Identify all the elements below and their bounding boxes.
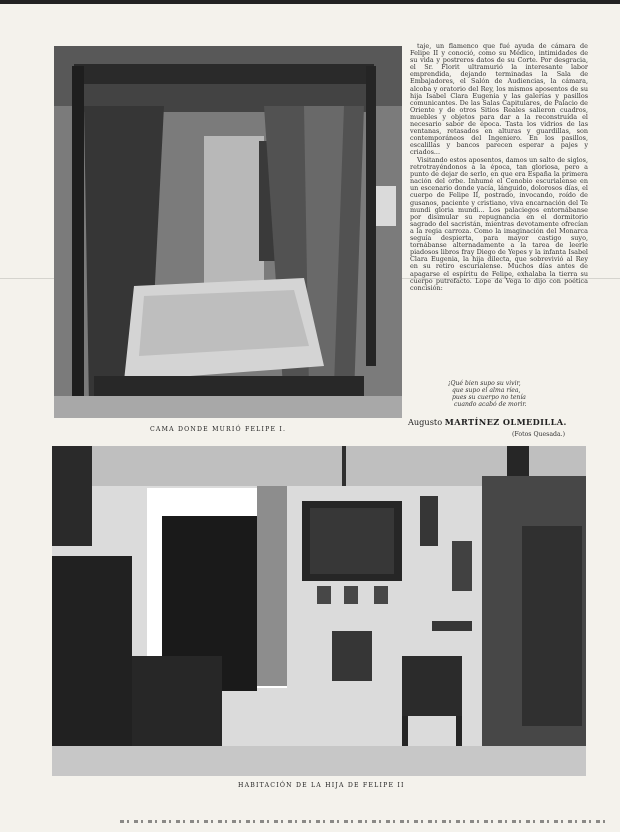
verse-line: pues su cuerpo no tenía	[452, 393, 526, 401]
author-last-name: MARTÍNEZ OLMEDILLA.	[444, 417, 567, 427]
verse-line: ¡Qué bien supo su vivir,	[448, 380, 521, 387]
article-paragraph: taje, un flamenco que fué ayuda de cámara de Felipe II y conoció, como su Médico, intimidades de su vida y postreros datos de su Corte. Por desgracia, el Sr. Florit ultramurió la interesante labor emprendida, dejando terminadas la Sala de Embajadores, el Salón de Audiencias, la cámara, alcoba y oratorio del Rey, los mismos aposentos de su hija Isabel Clara Eugenia y las galerías y pasillos comunicantes. De las Salas Capitulares, de Palacio de Oriente y de otros Sitios Reales salieron cuadros, muebles y objetos para dar a la reconstruída el necesario sabor de época. Tasta los vidrios de las ventanas, retasados en alturas y guardillas, son contemporáneos del Ingeniero. En los pasillos, escalillas y bancos parecen esperar a pajes y criados...	[410, 42, 588, 157]
page-top-edge	[0, 0, 620, 4]
top-photo-caption: CAMA DONDE MURIÓ FELIPE I.	[150, 426, 287, 433]
article-text	[410, 43, 588, 292]
verse-line: que supo el alma ríea,	[452, 386, 521, 394]
verse-quote	[448, 381, 578, 409]
verse-line: cuando acabó de morir.	[454, 400, 527, 408]
photo-credit: (Fotos Quesada.)	[512, 431, 566, 438]
bottom-rule	[120, 820, 610, 823]
article-paragraph: Visitando estos aposentos, damos un salto de siglos, retrotrayéndonos a la época, tan gloriosa, pero a punto de dejar de serlo, en que era España la primera nación del orbe. Inhumé el Cenobio escurialense en un escenario donde yacía, lánguido, dolorosos días, el cuerpo de Felipe II, postrado, invocando, roído de gusanos, paciente y cristiano, viva encarnación del Te mundi gloria mundi... Los palaciegos entornábanse por disimular su repugnancia en el dormitorio sagrado del sacristán, mientras devotamente ofrecían a la regia carroza. Como la imaginación del Monarca seguía despierta, para mayor castigo suyo, tornábanse alternadamente a la tarea de leerle piadosos libros fray Diego de Yepes y la infanta Isabel Clara Eugenia, la hija dilecta, que sobrevivió al Rey en su retiro escurialense. Muchos días antes de apagarse el espíritu de Felipe, exhalaba la tierra su cuerpo putrefacto. Lope de Vega lo dijo con poética concisión:	[410, 156, 588, 292]
author-signature	[408, 417, 567, 427]
room-photo-illustration	[52, 446, 586, 776]
bed-photo-illustration	[54, 46, 402, 418]
bed-photo	[54, 46, 402, 418]
room-photo	[52, 446, 586, 776]
bottom-photo-caption: HABITACIÓN DE LA HIJA DE FELIPE II	[238, 782, 405, 789]
author-first-name: Augusto	[408, 417, 443, 427]
